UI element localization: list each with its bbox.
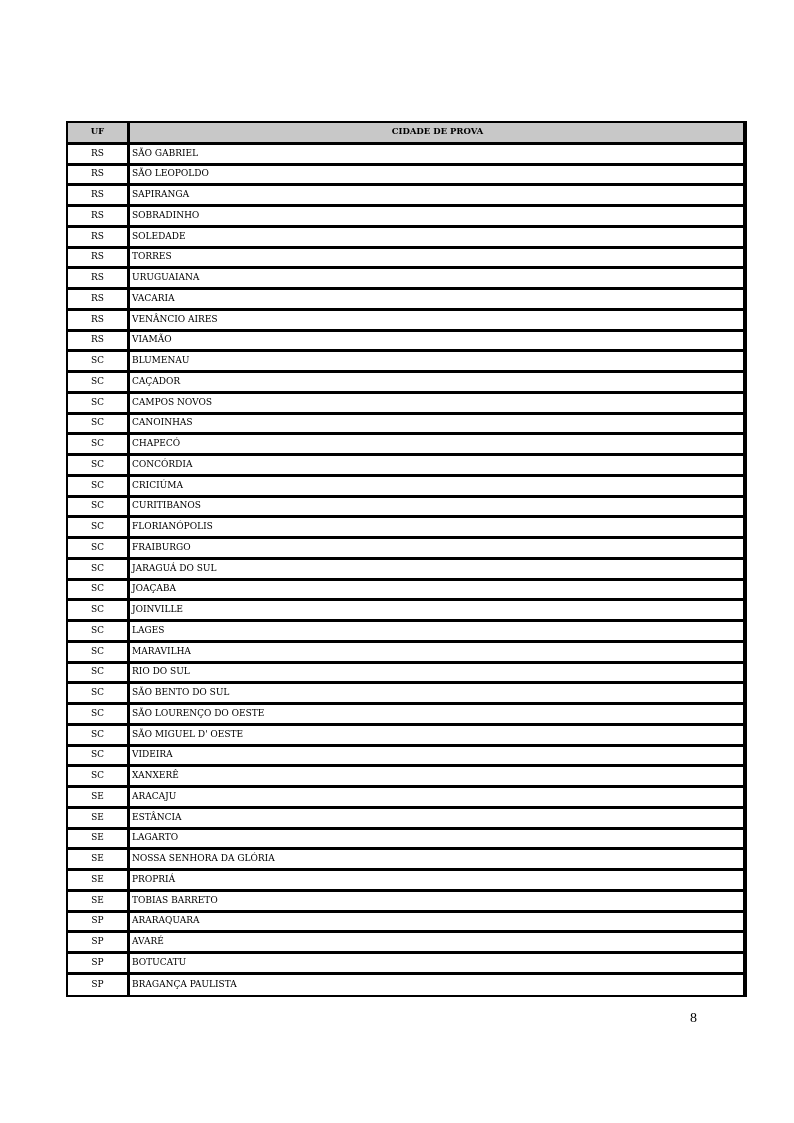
table-row bbox=[68, 891, 745, 912]
cell-uf: SP bbox=[68, 933, 130, 953]
cell-city: JOAÇABA bbox=[130, 581, 745, 601]
cell-uf: RS bbox=[68, 207, 130, 227]
cell-uf: SP bbox=[68, 913, 130, 933]
cell-city: AVARÉ bbox=[130, 933, 745, 953]
cell-city: BLUMENAU bbox=[130, 352, 745, 372]
table-row bbox=[68, 559, 745, 580]
table-row bbox=[68, 600, 745, 621]
cell-city: LAGARTO bbox=[130, 830, 745, 850]
cell-city: URUGUAIANA bbox=[130, 269, 745, 289]
table-row bbox=[68, 808, 745, 829]
table-row bbox=[68, 497, 745, 518]
cell-city: ESTÂNCIA bbox=[130, 809, 745, 829]
table-row bbox=[68, 725, 745, 746]
cell-uf: SC bbox=[68, 394, 130, 414]
table-row bbox=[68, 206, 745, 227]
table-row bbox=[68, 766, 745, 787]
cell-uf: SE bbox=[68, 809, 130, 829]
cell-uf: SC bbox=[68, 601, 130, 621]
cell-uf: SC bbox=[68, 747, 130, 767]
cell-city: SÃO GABRIEL bbox=[130, 145, 745, 165]
cell-uf: SE bbox=[68, 830, 130, 850]
cell-city: CURITIBANOS bbox=[130, 498, 745, 518]
cell-city: SAPIRANGA bbox=[130, 186, 745, 206]
table-row bbox=[68, 683, 745, 704]
cell-city: LAGES bbox=[130, 622, 745, 642]
table-row bbox=[68, 829, 745, 850]
cell-uf: RS bbox=[68, 145, 130, 165]
cell-uf: SE bbox=[68, 788, 130, 808]
cell-uf: SC bbox=[68, 684, 130, 704]
cell-city: SOLEDADE bbox=[130, 228, 745, 248]
cell-uf: SC bbox=[68, 622, 130, 642]
table-row bbox=[68, 953, 745, 974]
cell-uf: RS bbox=[68, 166, 130, 186]
cell-uf: RS bbox=[68, 332, 130, 352]
city-table bbox=[66, 121, 747, 997]
cell-city: VENÂNCIO AIRES bbox=[130, 311, 745, 331]
cell-uf: SC bbox=[68, 498, 130, 518]
cell-city: ARARAQUARA bbox=[130, 913, 745, 933]
cell-city: JARAGUÁ DO SUL bbox=[130, 560, 745, 580]
table-row bbox=[68, 248, 745, 269]
cell-city: SÃO BENTO DO SUL bbox=[130, 684, 745, 704]
table-row bbox=[68, 268, 745, 289]
table-row bbox=[68, 912, 745, 933]
cell-uf: RS bbox=[68, 186, 130, 206]
cell-uf: SC bbox=[68, 643, 130, 663]
cell-city: SÃO LOURENÇO DO OESTE bbox=[130, 705, 745, 725]
table-row bbox=[68, 621, 745, 642]
cell-city: RIO DO SUL bbox=[130, 664, 745, 684]
cell-city: SOBRADINHO bbox=[130, 207, 745, 227]
table-row bbox=[68, 580, 745, 601]
cell-uf: SC bbox=[68, 726, 130, 746]
cell-uf: RS bbox=[68, 311, 130, 331]
table-row bbox=[68, 185, 745, 206]
cell-city: SÃO LEOPOLDO bbox=[130, 166, 745, 186]
cell-city: BOTUCATU bbox=[130, 954, 745, 974]
cell-uf: SC bbox=[68, 539, 130, 559]
cell-uf: SC bbox=[68, 560, 130, 580]
cell-uf: RS bbox=[68, 269, 130, 289]
cell-uf: RS bbox=[68, 290, 130, 310]
table-row bbox=[68, 227, 745, 248]
cell-city: SÃO MIGUEL D' OESTE bbox=[130, 726, 745, 746]
page-number: 8 bbox=[690, 1011, 697, 1026]
cell-city: CONCÓRDIA bbox=[130, 456, 745, 476]
table-row bbox=[68, 331, 745, 352]
cell-uf: RS bbox=[68, 249, 130, 269]
cell-uf: SC bbox=[68, 477, 130, 497]
cell-city: CRICIÚMA bbox=[130, 477, 745, 497]
cell-uf: SE bbox=[68, 871, 130, 891]
table-row bbox=[68, 434, 745, 455]
cell-uf: SE bbox=[68, 892, 130, 912]
cell-uf: RS bbox=[68, 228, 130, 248]
header-city: CIDADE DE PROVA bbox=[130, 123, 745, 144]
cell-uf: SC bbox=[68, 373, 130, 393]
table-row bbox=[68, 455, 745, 476]
table-row bbox=[68, 663, 745, 684]
cell-city: BRAGANÇA PAULISTA bbox=[130, 975, 745, 995]
cell-uf: SC bbox=[68, 352, 130, 372]
table-row bbox=[68, 787, 745, 808]
cell-uf: SC bbox=[68, 518, 130, 538]
table-row bbox=[68, 746, 745, 767]
table-row bbox=[68, 704, 745, 725]
cell-uf: SC bbox=[68, 705, 130, 725]
header-uf: UF bbox=[68, 123, 130, 144]
table-row bbox=[68, 310, 745, 331]
table-row bbox=[68, 538, 745, 559]
table-row bbox=[68, 476, 745, 497]
cell-city: VACARIA bbox=[130, 290, 745, 310]
table-row bbox=[68, 849, 745, 870]
cell-city: FRAIBURGO bbox=[130, 539, 745, 559]
cell-uf: SE bbox=[68, 850, 130, 870]
cell-city: CANOINHAS bbox=[130, 415, 745, 435]
table-row bbox=[68, 165, 745, 186]
table-row bbox=[68, 372, 745, 393]
cell-city: PROPRIÁ bbox=[130, 871, 745, 891]
cell-uf: SC bbox=[68, 767, 130, 787]
cell-uf: SC bbox=[68, 456, 130, 476]
cell-city: NOSSA SENHORA DA GLÓRIA bbox=[130, 850, 745, 870]
cell-city: CHAPECÓ bbox=[130, 435, 745, 455]
table-row bbox=[68, 289, 745, 310]
table-row bbox=[68, 517, 745, 538]
cell-city: JOINVILLE bbox=[130, 601, 745, 621]
table-row bbox=[68, 393, 745, 414]
cell-city: ARACAJU bbox=[130, 788, 745, 808]
table-row bbox=[68, 974, 745, 995]
cell-city: CAMPOS NOVOS bbox=[130, 394, 745, 414]
cell-uf: SC bbox=[68, 415, 130, 435]
cell-uf: SC bbox=[68, 664, 130, 684]
cell-city: VIAMÃO bbox=[130, 332, 745, 352]
cell-city: TORRES bbox=[130, 249, 745, 269]
table-row bbox=[68, 144, 745, 165]
table-row bbox=[68, 642, 745, 663]
cell-uf: SP bbox=[68, 975, 130, 995]
table-row bbox=[68, 870, 745, 891]
cell-city: CAÇADOR bbox=[130, 373, 745, 393]
table-row bbox=[68, 414, 745, 435]
table-row bbox=[68, 932, 745, 953]
cell-city: MARAVILHA bbox=[130, 643, 745, 663]
cell-city: TOBIAS BARRETO bbox=[130, 892, 745, 912]
cell-city: XANXERÊ bbox=[130, 767, 745, 787]
cell-city: FLORIANÓPOLIS bbox=[130, 518, 745, 538]
table-row bbox=[68, 351, 745, 372]
cell-uf: SP bbox=[68, 954, 130, 974]
table-header-row bbox=[68, 123, 745, 144]
cell-city: VIDEIRA bbox=[130, 747, 745, 767]
cell-uf: SC bbox=[68, 581, 130, 601]
cell-uf: SC bbox=[68, 435, 130, 455]
